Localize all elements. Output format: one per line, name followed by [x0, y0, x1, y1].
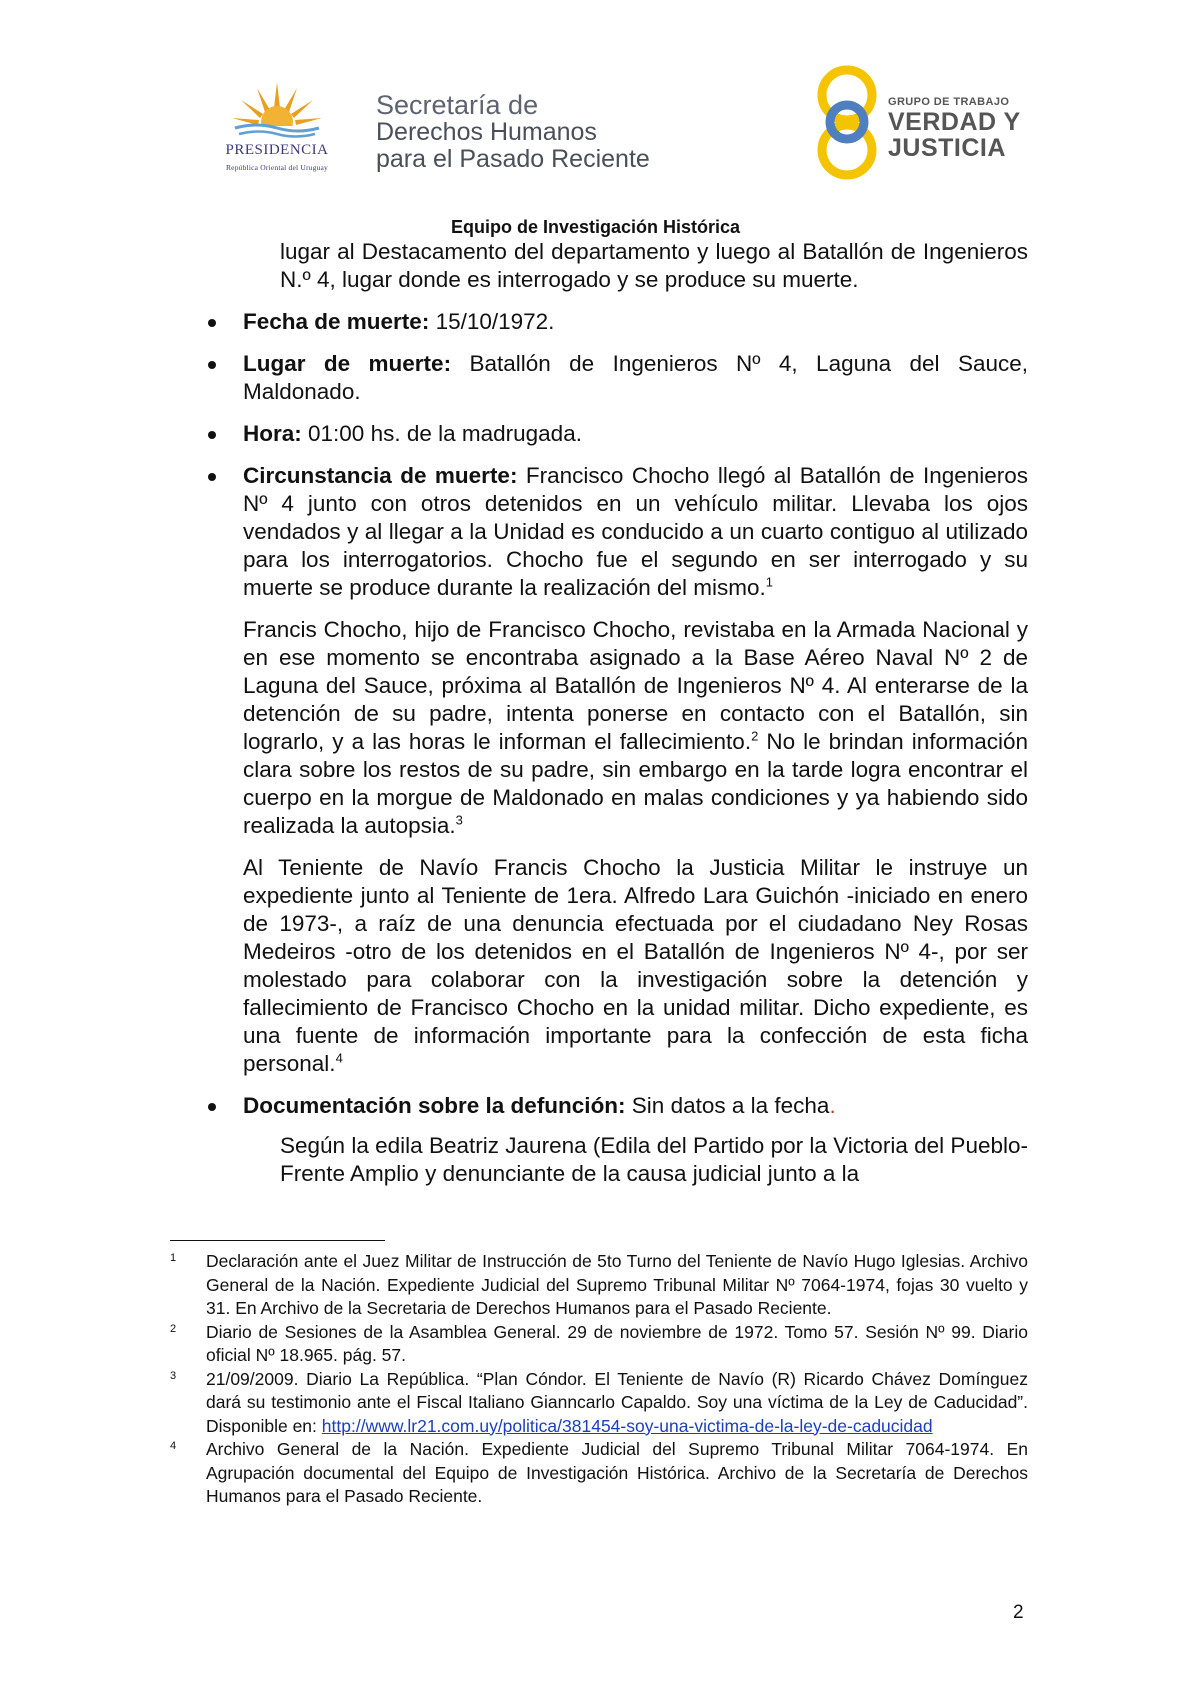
footnote-ref[interactable]: 4: [335, 1050, 343, 1066]
grupo-label: GRUPO DE TRABAJO: [888, 96, 1010, 108]
footnote-number: 3: [170, 1369, 177, 1382]
bullet-text: Francisco Chocho llegó al Batallón de Ingenieros Nº 4 junto con otros detenidos en un vehículo militar. Llevaba los ojos vendados y al llegar a la Unidad es conducido a un cuarto contiguo al utilizado para los interrogatorios. Chocho fue el segundo en ser interrogado y su muerte se produce durante la realización del mismo.: [243, 463, 1029, 600]
paragraph-text: Francis Chocho, hijo de Francisco Chocho, revistaba en la Armada Nacional y en ese momento se encontraba asignado a la Base Aéreo Naval Nº 2 de Laguna del Sauce, próxima al Batallón de Ingenieros Nº 4. Al enterarse de la detención de su padre, intenta ponerse en contacto con el Batallón, sin lograrlo, y a las horas le informan el fallecimiento.: [243, 617, 1028, 754]
bullet-label: Documentación sobre la defunción:: [243, 1093, 626, 1118]
bullet-text: Batallón de Ingenieros Nº 4, Laguna del Sauce, Maldonado.: [243, 351, 1028, 404]
continued-paragraph: lugar al Destacamento del departamento y luego al Batallón de Ingenieros N.º 4, lugar donde es interrogado y se produce su muerte.: [280, 239, 1028, 292]
footnote-4: [170, 1438, 1028, 1509]
footnote-number: 1: [170, 1252, 177, 1264]
secretaria-line-3: para el Pasado Reciente: [376, 145, 650, 173]
bullet-lugar: [203, 350, 1028, 406]
bullet-icon: [208, 361, 216, 369]
paragraph-francis: [243, 616, 1028, 840]
bullet-fecha: [203, 308, 1028, 336]
footnote-text: Declaración ante el Juez Militar de Instrucción de 5to Turno del Teniente de Navío Hugo Iglesias. Archivo General de la Nación. Expediente Judicial del Supremo Tribunal Militar Nº 7064-1974, fojas 30 vuelto y 31. En Archivo de la Secretaria de Derechos Humanos para el Pasado Reciente.: [206, 1251, 1028, 1318]
page-number: 2: [1013, 1602, 1024, 1623]
bullet-label: Lugar de muerte:: [243, 351, 452, 376]
bullet-icon: [208, 431, 216, 439]
presidencia-name: PRESIDENCIA: [225, 142, 329, 158]
footnote-ref[interactable]: 1: [765, 574, 773, 590]
footnote-text: 21/09/2009. Diario La República. “Plan Cóndor. El Teniente de Navío (R) Ricardo Chávez Domínguez dará su testimonio ante el Fiscal Italiano Gianncarlo Capaldo. Soy una víctima de la Ley de Caducidad”. Disponible en:: [206, 1368, 1028, 1436]
footnote-3: [170, 1368, 1028, 1439]
footnotes: [170, 1250, 1028, 1509]
bullet-circunstancia: [203, 462, 1028, 602]
verdad-justicia-logo: [812, 62, 1052, 187]
bullet-label: Circunstancia de muerte:: [243, 463, 518, 488]
bullet-text: 01:00 hs. de la madrugada.: [301, 421, 582, 446]
footnote-link[interactable]: http://www.lr21.com.uy/politica/381454-soy-una-victima-de-la-ley-de-caducidad: [321, 1415, 933, 1436]
bullet-hora: [203, 420, 1028, 448]
bullet-text: Sin datos a la fecha: [625, 1093, 830, 1118]
linked-rings-icon: [812, 62, 882, 187]
footnote-2: [170, 1321, 1028, 1368]
bullet-text: 15/10/1972.: [429, 309, 555, 334]
paragraph-text: No le brindan información clara sobre los restos de su padre, sin embargo en la tarde logra encontrar el cuerpo en la morgue de Maldonado en malas condiciones y ya habiendo sido realizada la autopsia.: [243, 729, 1028, 838]
secretaria-line-2: Derechos Humanos: [376, 118, 597, 146]
footnote-ref[interactable]: 2: [751, 728, 759, 744]
footnote-ref[interactable]: 3: [455, 812, 463, 828]
secretaria-line-1: Secretaría de: [376, 90, 539, 120]
secretaria-title: [376, 92, 650, 173]
document-body: [203, 238, 1028, 1188]
footnote-1: [170, 1250, 1028, 1321]
footnote-number: 4: [170, 1440, 177, 1452]
footnote-number: 2: [170, 1322, 177, 1335]
footnote-text: Diario de Sesiones de la Asamblea General. 29 de noviembre de 1972. Tomo 57. Sesión Nº 99. Diario oficial Nº 18.965. pág. 57.: [206, 1321, 1028, 1365]
presidencia-logo: [197, 78, 357, 178]
presidencia-subtitle: República Oriental del Uruguay: [225, 163, 328, 172]
bullet-label: Hora:: [243, 421, 302, 446]
sun-emblem-icon: [227, 78, 327, 144]
grupo-title-1: VERDAD Y: [888, 108, 1021, 136]
team-heading: Equipo de Investigación Histórica: [450, 217, 741, 237]
bullet-icon: [208, 319, 216, 327]
bullet-label: Fecha de muerte:: [243, 309, 430, 334]
paragraph-expediente: [243, 854, 1028, 1078]
red-period: .: [829, 1093, 836, 1118]
bullet-icon: [208, 473, 216, 481]
paragraph-jaurena: Según la edila Beatriz Jaurena (Edila del Partido por la Victoria del Pueblo-Frente Amplio y denunciante de la causa judicial junto a la: [280, 1133, 1028, 1186]
footnote-separator: [170, 1240, 385, 1241]
paragraph-text: Al Teniente de Navío Francis Chocho la Justicia Militar le instruye un expediente junto al Teniente de 1era. Alfredo Lara Guichón -iniciado en enero de 1973-, a raíz de una denuncia efectuada por el ciudadano Ney Rosas Medeiros -otro de los detenidos en el Batallón de Ingenieros Nº 4-, por ser molestado para colaborar con la investigación sobre la detención y fallecimiento de Francisco Chocho en la unidad militar. Dicho expediente, es una fuente de información importante para la confección de esta ficha personal.: [243, 855, 1028, 1076]
grupo-title-2: JUSTICIA: [888, 134, 1006, 162]
bullet-icon: [208, 1103, 216, 1111]
footnote-text: Archivo General de la Nación. Expediente Judicial del Supremo Tribunal Militar 7064-1974. En Agrupación documental del Equipo de Investigación Histórica. Archivo de la Secretaría de Derechos Humanos para el Pasado Reciente.: [206, 1439, 1028, 1506]
bullet-documentacion: [203, 1092, 1028, 1120]
